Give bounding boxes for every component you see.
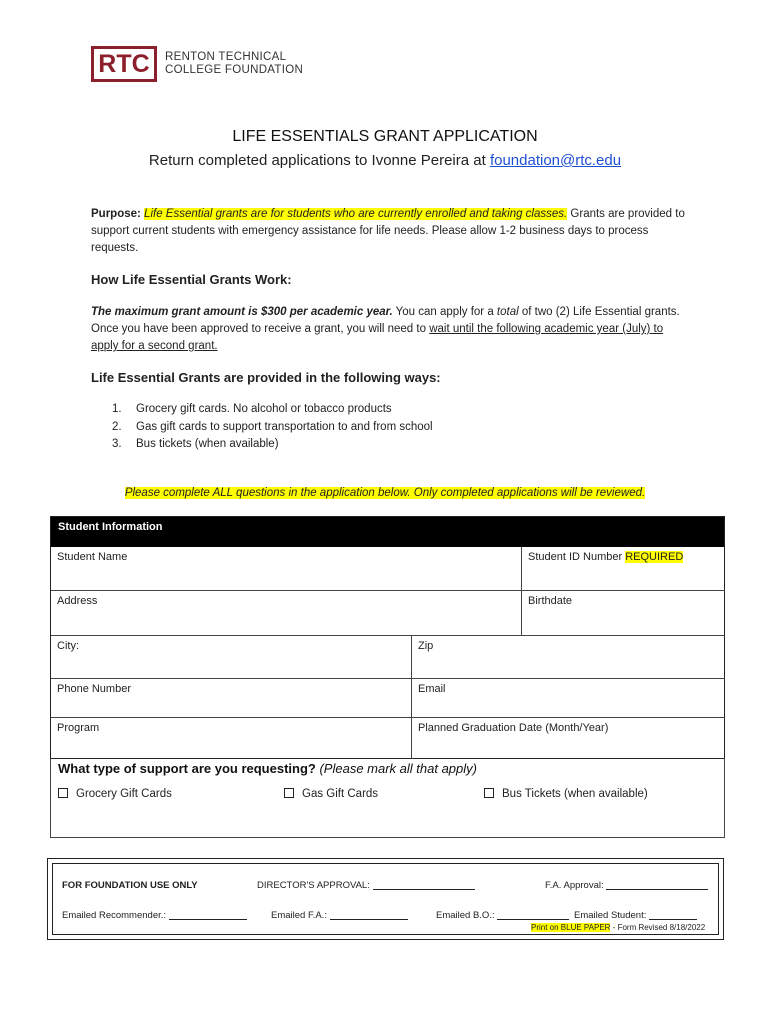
support-type-section	[50, 758, 725, 838]
fa-approval-line[interactable]	[606, 889, 708, 890]
subtitle	[0, 152, 770, 169]
instruction-note	[0, 487, 770, 499]
bus-label: Bus Tickets (when available)	[502, 788, 648, 800]
subtitle-text: Return completed applications to Ivonne Pereira at	[148, 152, 490, 169]
list-item	[112, 401, 433, 419]
ways-heading: Life Essential Grants are provided in the following ways:	[91, 370, 441, 385]
city-field[interactable]	[51, 636, 412, 679]
logo-line-1: RENTON TECHNICAL	[165, 51, 287, 63]
phone-field[interactable]	[51, 679, 412, 718]
purpose-label: Purpose:	[91, 208, 141, 220]
list-text: Bus tickets (when available)	[136, 438, 279, 450]
program-field[interactable]	[51, 718, 412, 759]
director-approval	[257, 880, 475, 891]
grocery-label: Grocery Gift Cards	[76, 788, 172, 800]
phone-label: Phone Number	[57, 683, 131, 695]
gas-label: Gas Gift Cards	[302, 788, 379, 800]
student-id-label: Student ID Number	[528, 551, 626, 563]
address-label: Address	[57, 595, 98, 607]
graduation-date-field[interactable]	[412, 718, 725, 759]
bus-checkbox[interactable]	[484, 788, 494, 798]
logo-line-2: COLLEGE FOUNDATION	[165, 64, 304, 76]
foundation-title: FOR FOUNDATION USE ONLY	[62, 880, 198, 891]
wait-text: wait until the following academic year (July) to apply for a second grant.	[91, 323, 664, 352]
zip-field[interactable]	[412, 636, 725, 679]
student-name-label: Student Name	[57, 551, 128, 563]
email-field[interactable]	[412, 679, 725, 718]
graduation-date-label: Planned Graduation Date (Month/Year)	[418, 722, 609, 734]
how-paragraph	[91, 304, 691, 355]
grocery-checkbox[interactable]	[58, 788, 68, 798]
student-id-field[interactable]	[522, 547, 725, 591]
zip-label: Zip	[418, 640, 434, 652]
city-label: City:	[57, 640, 79, 652]
birthdate-field[interactable]	[522, 591, 725, 636]
student-name-field[interactable]	[51, 547, 522, 591]
how-text-1: You can apply for a	[392, 306, 497, 318]
grocery-option[interactable]	[58, 788, 172, 800]
total-word: total	[496, 306, 519, 318]
logo-mark: RTC	[91, 46, 157, 82]
emailed-bo-line[interactable]	[497, 919, 569, 920]
print-note	[531, 923, 705, 932]
list-num: 3.	[112, 438, 122, 450]
how-text-2: of two (2) Life Essential grants. Once you have been approved to receive a grant, you will need to	[91, 306, 680, 335]
list-item	[112, 436, 433, 454]
page-title: LIFE ESSENTIALS GRANT APPLICATION	[232, 128, 538, 145]
support-note: (Please mark all that apply)	[319, 761, 477, 776]
form-header: Student Information	[51, 517, 724, 547]
emailed-bo	[436, 910, 569, 921]
support-question	[58, 761, 477, 776]
how-heading: How Life Essential Grants Work:	[91, 272, 292, 287]
rtc-logo	[91, 46, 303, 82]
list-num: 2.	[112, 420, 122, 433]
gas-option[interactable]	[284, 788, 378, 800]
emailed-fa-line[interactable]	[330, 919, 408, 920]
revised-date: - Form Revised 8/18/2022	[610, 923, 706, 932]
ways-list	[112, 401, 433, 454]
fa-approval	[545, 880, 708, 891]
required-badge: REQUIRED	[625, 551, 684, 563]
logo-text	[165, 51, 303, 77]
purpose-paragraph	[91, 206, 691, 257]
list-text: Gas gift cards to support transportation to and from school	[136, 420, 433, 433]
director-label: DIRECTOR'S APPROVAL:	[257, 880, 370, 891]
birthdate-label: Birthdate	[528, 595, 573, 607]
emailed-fa	[271, 910, 408, 921]
list-num: 1.	[112, 403, 122, 415]
email-label: Email	[418, 683, 446, 695]
foundation-email-link[interactable]: foundation@rtc.edu	[489, 152, 622, 169]
emailed-student-label: Emailed Student:	[574, 910, 647, 921]
program-label: Program	[57, 722, 100, 734]
blue-paper-note: Print on BLUE PAPER	[531, 923, 611, 932]
list-item	[112, 419, 433, 437]
list-text: Grocery gift cards. No alcohol or tobacco products	[136, 403, 392, 415]
purpose-rest: Grants are provided to support current students with emergency assistance for life needs. Please allow 1-2 business days to process requests.	[91, 208, 685, 254]
student-information-form	[50, 516, 725, 759]
foundation-use-box	[47, 858, 724, 940]
address-field[interactable]	[51, 591, 522, 636]
emailed-student-line[interactable]	[649, 919, 697, 920]
emailed-rec-label: Emailed Recommender.:	[62, 910, 167, 921]
emailed-fa-label: Emailed F.A.:	[271, 910, 327, 921]
purpose-highlight: Life Essential grants are for students who are currently enrolled and taking classes.	[144, 208, 568, 220]
gas-checkbox[interactable]	[284, 788, 294, 798]
bus-option[interactable]	[484, 788, 648, 800]
emailed-recommender	[62, 910, 247, 921]
support-question-text: What type of support are you requesting?	[58, 761, 320, 776]
max-grant-text: The maximum grant amount is $300 per academic year.	[91, 306, 393, 318]
emailed-student	[574, 910, 697, 921]
instruction-text: Please complete ALL questions in the application below. Only completed applications will be reviewed.	[124, 487, 646, 499]
fa-approval-label: F.A. Approval:	[545, 880, 604, 891]
emailed-bo-label: Emailed B.O.:	[436, 910, 495, 921]
emailed-rec-line[interactable]	[169, 919, 247, 920]
director-line[interactable]	[373, 889, 475, 890]
